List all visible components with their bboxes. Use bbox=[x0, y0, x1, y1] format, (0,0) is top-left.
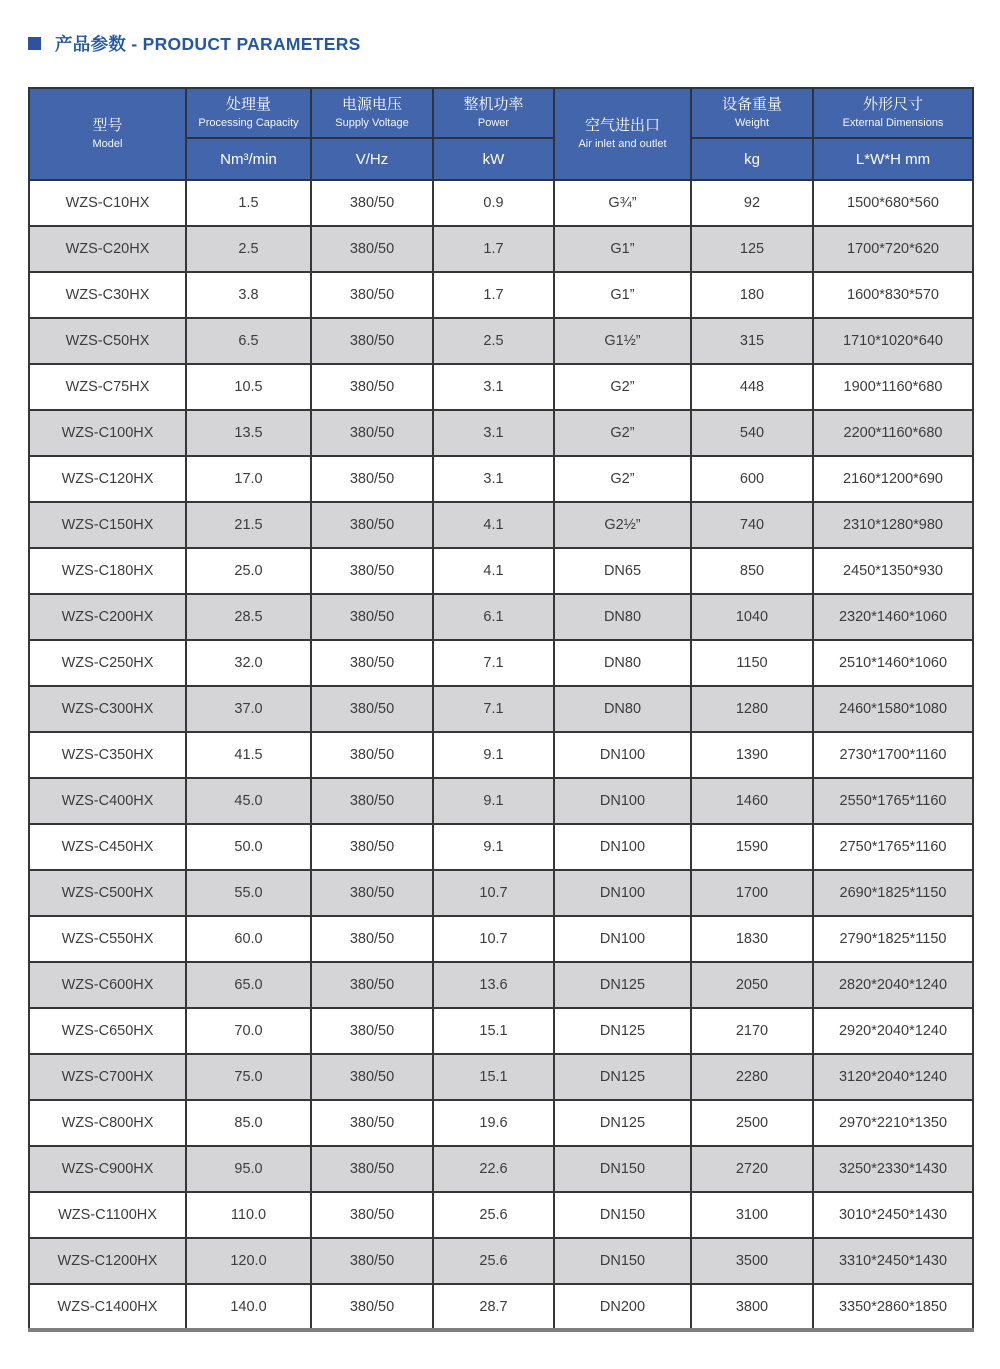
power-cell: 13.6 bbox=[433, 962, 554, 1008]
dimensions-cell: 3120*2040*1240 bbox=[813, 1054, 973, 1100]
capacity-cell: 25.0 bbox=[186, 548, 311, 594]
capacity-cell: 95.0 bbox=[186, 1146, 311, 1192]
voltage-cell: 380/50 bbox=[311, 1284, 433, 1330]
dimensions-cell: 1700*720*620 bbox=[813, 226, 973, 272]
dimensions-cell: 2460*1580*1080 bbox=[813, 686, 973, 732]
voltage-cell: 380/50 bbox=[311, 962, 433, 1008]
page-title: 产品参数 - PRODUCT PARAMETERS bbox=[55, 34, 361, 54]
weight-cell: 180 bbox=[691, 272, 813, 318]
header-voltage-en: Supply Voltage bbox=[335, 116, 409, 129]
model-cell: WZS-C250HX bbox=[29, 640, 186, 686]
voltage-cell: 380/50 bbox=[311, 272, 433, 318]
air-inlet-cell: DN100 bbox=[554, 870, 691, 916]
dimensions-cell: 3250*2330*1430 bbox=[813, 1146, 973, 1192]
air-inlet-cell: DN200 bbox=[554, 1284, 691, 1330]
dimensions-cell: 3310*2450*1430 bbox=[813, 1238, 973, 1284]
air-inlet-cell: DN100 bbox=[554, 824, 691, 870]
dimensions-cell: 2550*1765*1160 bbox=[813, 778, 973, 824]
weight-cell: 2280 bbox=[691, 1054, 813, 1100]
table-body bbox=[29, 180, 973, 1330]
model-cell: WZS-C10HX bbox=[29, 180, 186, 226]
air-inlet-cell: DN150 bbox=[554, 1192, 691, 1238]
voltage-cell: 380/50 bbox=[311, 1146, 433, 1192]
dimensions-cell: 2310*1280*980 bbox=[813, 502, 973, 548]
power-cell: 3.1 bbox=[433, 456, 554, 502]
header-model-en: Model bbox=[92, 137, 123, 150]
voltage-cell: 380/50 bbox=[311, 1100, 433, 1146]
voltage-cell: 380/50 bbox=[311, 548, 433, 594]
voltage-cell: 380/50 bbox=[311, 870, 433, 916]
power-cell: 0.9 bbox=[433, 180, 554, 226]
weight-cell: 125 bbox=[691, 226, 813, 272]
capacity-cell: 28.5 bbox=[186, 594, 311, 640]
model-cell: WZS-C650HX bbox=[29, 1008, 186, 1054]
air-inlet-cell: G2½” bbox=[554, 502, 691, 548]
model-cell: WZS-C120HX bbox=[29, 456, 186, 502]
voltage-cell: 380/50 bbox=[311, 732, 433, 778]
table-row bbox=[29, 548, 973, 594]
weight-cell: 2720 bbox=[691, 1146, 813, 1192]
power-cell: 3.1 bbox=[433, 364, 554, 410]
model-cell: WZS-C400HX bbox=[29, 778, 186, 824]
power-cell: 3.1 bbox=[433, 410, 554, 456]
power-cell: 10.7 bbox=[433, 870, 554, 916]
weight-cell: 540 bbox=[691, 410, 813, 456]
voltage-cell: 380/50 bbox=[311, 824, 433, 870]
voltage-cell: 380/50 bbox=[311, 640, 433, 686]
dimensions-cell: 1900*1160*680 bbox=[813, 364, 973, 410]
capacity-cell: 41.5 bbox=[186, 732, 311, 778]
table-row bbox=[29, 364, 973, 410]
weight-cell: 1460 bbox=[691, 778, 813, 824]
product-parameters-table bbox=[28, 87, 974, 1332]
dimensions-cell: 2690*1825*1150 bbox=[813, 870, 973, 916]
capacity-cell: 45.0 bbox=[186, 778, 311, 824]
weight-cell: 3100 bbox=[691, 1192, 813, 1238]
voltage-cell: 380/50 bbox=[311, 686, 433, 732]
table-row bbox=[29, 778, 973, 824]
header-dimensions-zh: 外形尺寸 bbox=[862, 95, 923, 113]
header-model-zh: 型号 bbox=[92, 116, 123, 134]
capacity-cell: 21.5 bbox=[186, 502, 311, 548]
power-cell: 25.6 bbox=[433, 1192, 554, 1238]
weight-cell: 1280 bbox=[691, 686, 813, 732]
power-cell: 9.1 bbox=[433, 732, 554, 778]
table-row bbox=[29, 226, 973, 272]
voltage-cell: 380/50 bbox=[311, 180, 433, 226]
table-row bbox=[29, 1192, 973, 1238]
table-row bbox=[29, 410, 973, 456]
header-voltage bbox=[311, 88, 433, 138]
dimensions-cell: 1500*680*560 bbox=[813, 180, 973, 226]
model-cell: WZS-C450HX bbox=[29, 824, 186, 870]
power-cell: 2.5 bbox=[433, 318, 554, 364]
voltage-cell: 380/50 bbox=[311, 1238, 433, 1284]
air-inlet-cell: DN100 bbox=[554, 732, 691, 778]
air-inlet-cell: DN80 bbox=[554, 686, 691, 732]
air-inlet-cell: DN80 bbox=[554, 594, 691, 640]
table-header bbox=[29, 88, 973, 180]
weight-cell: 1150 bbox=[691, 640, 813, 686]
voltage-cell: 380/50 bbox=[311, 594, 433, 640]
header-capacity-en: Processing Capacity bbox=[198, 116, 299, 129]
unit-capacity: Nm³/min bbox=[186, 138, 311, 180]
table-row bbox=[29, 1146, 973, 1192]
unit-weight: kg bbox=[691, 138, 813, 180]
model-cell: WZS-C75HX bbox=[29, 364, 186, 410]
voltage-cell: 380/50 bbox=[311, 1192, 433, 1238]
capacity-cell: 110.0 bbox=[186, 1192, 311, 1238]
model-cell: WZS-C700HX bbox=[29, 1054, 186, 1100]
capacity-cell: 120.0 bbox=[186, 1238, 311, 1284]
dimensions-cell: 2920*2040*1240 bbox=[813, 1008, 973, 1054]
title-bullet-icon bbox=[28, 37, 41, 50]
weight-cell: 315 bbox=[691, 318, 813, 364]
capacity-cell: 32.0 bbox=[186, 640, 311, 686]
weight-cell: 1700 bbox=[691, 870, 813, 916]
dimensions-cell: 2160*1200*690 bbox=[813, 456, 973, 502]
weight-cell: 1590 bbox=[691, 824, 813, 870]
header-power bbox=[433, 88, 554, 138]
table-row bbox=[29, 1054, 973, 1100]
dimensions-cell: 2820*2040*1240 bbox=[813, 962, 973, 1008]
voltage-cell: 380/50 bbox=[311, 364, 433, 410]
voltage-cell: 380/50 bbox=[311, 1008, 433, 1054]
power-cell: 4.1 bbox=[433, 548, 554, 594]
power-cell: 4.1 bbox=[433, 502, 554, 548]
capacity-cell: 140.0 bbox=[186, 1284, 311, 1330]
weight-cell: 2170 bbox=[691, 1008, 813, 1054]
header-air-inlet bbox=[554, 88, 691, 180]
air-inlet-cell: DN100 bbox=[554, 916, 691, 962]
air-inlet-cell: DN150 bbox=[554, 1238, 691, 1284]
capacity-cell: 65.0 bbox=[186, 962, 311, 1008]
header-voltage-zh: 电源电压 bbox=[341, 95, 402, 113]
model-cell: WZS-C350HX bbox=[29, 732, 186, 778]
table-row bbox=[29, 1284, 973, 1330]
model-cell: WZS-C180HX bbox=[29, 548, 186, 594]
model-cell: WZS-C1100HX bbox=[29, 1192, 186, 1238]
table-row bbox=[29, 1100, 973, 1146]
dimensions-cell: 2200*1160*680 bbox=[813, 410, 973, 456]
header-weight-en: Weight bbox=[734, 116, 770, 129]
air-inlet-cell: G2” bbox=[554, 456, 691, 502]
air-inlet-cell: DN125 bbox=[554, 962, 691, 1008]
capacity-cell: 3.8 bbox=[186, 272, 311, 318]
voltage-cell: 380/50 bbox=[311, 778, 433, 824]
air-inlet-cell: G2” bbox=[554, 410, 691, 456]
table-row bbox=[29, 1008, 973, 1054]
unit-dimensions: L*W*H mm bbox=[813, 138, 973, 180]
voltage-cell: 380/50 bbox=[311, 226, 433, 272]
capacity-cell: 6.5 bbox=[186, 318, 311, 364]
weight-cell: 1040 bbox=[691, 594, 813, 640]
dimensions-cell: 2970*2210*1350 bbox=[813, 1100, 973, 1146]
model-cell: WZS-C150HX bbox=[29, 502, 186, 548]
power-cell: 28.7 bbox=[433, 1284, 554, 1330]
header-weight-zh: 设备重量 bbox=[721, 95, 782, 113]
voltage-cell: 380/50 bbox=[311, 502, 433, 548]
model-cell: WZS-C50HX bbox=[29, 318, 186, 364]
model-cell: WZS-C20HX bbox=[29, 226, 186, 272]
header-capacity bbox=[186, 88, 311, 138]
capacity-cell: 55.0 bbox=[186, 870, 311, 916]
capacity-cell: 10.5 bbox=[186, 364, 311, 410]
model-cell: WZS-C1200HX bbox=[29, 1238, 186, 1284]
power-cell: 9.1 bbox=[433, 778, 554, 824]
model-cell: WZS-C100HX bbox=[29, 410, 186, 456]
weight-cell: 3800 bbox=[691, 1284, 813, 1330]
table-row bbox=[29, 640, 973, 686]
model-cell: WZS-C800HX bbox=[29, 1100, 186, 1146]
table-row bbox=[29, 916, 973, 962]
header-dimensions bbox=[813, 88, 973, 138]
dimensions-cell: 2730*1700*1160 bbox=[813, 732, 973, 778]
air-inlet-cell: G1½” bbox=[554, 318, 691, 364]
table-row bbox=[29, 686, 973, 732]
header-weight bbox=[691, 88, 813, 138]
model-cell: WZS-C900HX bbox=[29, 1146, 186, 1192]
capacity-cell: 70.0 bbox=[186, 1008, 311, 1054]
dimensions-cell: 3350*2860*1850 bbox=[813, 1284, 973, 1330]
model-cell: WZS-C600HX bbox=[29, 962, 186, 1008]
header-model bbox=[29, 88, 186, 180]
table-row bbox=[29, 962, 973, 1008]
model-cell: WZS-C300HX bbox=[29, 686, 186, 732]
air-inlet-cell: G2” bbox=[554, 364, 691, 410]
dimensions-cell: 2450*1350*930 bbox=[813, 548, 973, 594]
weight-cell: 3500 bbox=[691, 1238, 813, 1284]
header-air-inlet-zh: 空气进出口 bbox=[584, 116, 660, 134]
voltage-cell: 380/50 bbox=[311, 916, 433, 962]
capacity-cell: 2.5 bbox=[186, 226, 311, 272]
air-inlet-cell: DN100 bbox=[554, 778, 691, 824]
table-row bbox=[29, 502, 973, 548]
weight-cell: 1390 bbox=[691, 732, 813, 778]
weight-cell: 2050 bbox=[691, 962, 813, 1008]
power-cell: 15.1 bbox=[433, 1008, 554, 1054]
capacity-cell: 1.5 bbox=[186, 180, 311, 226]
air-inlet-cell: G1” bbox=[554, 272, 691, 318]
power-cell: 7.1 bbox=[433, 686, 554, 732]
capacity-cell: 75.0 bbox=[186, 1054, 311, 1100]
power-cell: 15.1 bbox=[433, 1054, 554, 1100]
air-inlet-cell: G¾” bbox=[554, 180, 691, 226]
air-inlet-cell: DN125 bbox=[554, 1008, 691, 1054]
dimensions-cell: 2750*1765*1160 bbox=[813, 824, 973, 870]
table-row bbox=[29, 318, 973, 364]
voltage-cell: 380/50 bbox=[311, 456, 433, 502]
weight-cell: 92 bbox=[691, 180, 813, 226]
table-row bbox=[29, 456, 973, 502]
air-inlet-cell: DN125 bbox=[554, 1054, 691, 1100]
capacity-cell: 17.0 bbox=[186, 456, 311, 502]
dimensions-cell: 2790*1825*1150 bbox=[813, 916, 973, 962]
capacity-cell: 60.0 bbox=[186, 916, 311, 962]
model-cell: WZS-C500HX bbox=[29, 870, 186, 916]
voltage-cell: 380/50 bbox=[311, 318, 433, 364]
header-dimensions-en: External Dimensions bbox=[842, 116, 944, 129]
weight-cell: 850 bbox=[691, 548, 813, 594]
power-cell: 25.6 bbox=[433, 1238, 554, 1284]
power-cell: 7.1 bbox=[433, 640, 554, 686]
section-title bbox=[28, 31, 972, 56]
model-cell: WZS-C30HX bbox=[29, 272, 186, 318]
dimensions-cell: 2320*1460*1060 bbox=[813, 594, 973, 640]
air-inlet-cell: DN65 bbox=[554, 548, 691, 594]
table-row bbox=[29, 272, 973, 318]
power-cell: 19.6 bbox=[433, 1100, 554, 1146]
table-row bbox=[29, 732, 973, 778]
header-air-inlet-en: Air inlet and outlet bbox=[578, 137, 667, 150]
air-inlet-cell: DN80 bbox=[554, 640, 691, 686]
weight-cell: 448 bbox=[691, 364, 813, 410]
weight-cell: 1830 bbox=[691, 916, 813, 962]
weight-cell: 2500 bbox=[691, 1100, 813, 1146]
power-cell: 9.1 bbox=[433, 824, 554, 870]
voltage-cell: 380/50 bbox=[311, 410, 433, 456]
air-inlet-cell: DN150 bbox=[554, 1146, 691, 1192]
power-cell: 22.6 bbox=[433, 1146, 554, 1192]
table-row bbox=[29, 824, 973, 870]
dimensions-cell: 3010*2450*1430 bbox=[813, 1192, 973, 1238]
power-cell: 10.7 bbox=[433, 916, 554, 962]
capacity-cell: 50.0 bbox=[186, 824, 311, 870]
capacity-cell: 37.0 bbox=[186, 686, 311, 732]
power-cell: 1.7 bbox=[433, 272, 554, 318]
weight-cell: 740 bbox=[691, 502, 813, 548]
unit-voltage: V/Hz bbox=[311, 138, 433, 180]
table-row bbox=[29, 1238, 973, 1284]
dimensions-cell: 1600*830*570 bbox=[813, 272, 973, 318]
power-cell: 6.1 bbox=[433, 594, 554, 640]
table-row bbox=[29, 594, 973, 640]
header-power-en: Power bbox=[477, 116, 510, 129]
table-row bbox=[29, 180, 973, 226]
dimensions-cell: 1710*1020*640 bbox=[813, 318, 973, 364]
model-cell: WZS-C1400HX bbox=[29, 1284, 186, 1330]
air-inlet-cell: DN125 bbox=[554, 1100, 691, 1146]
model-cell: WZS-C200HX bbox=[29, 594, 186, 640]
weight-cell: 600 bbox=[691, 456, 813, 502]
capacity-cell: 85.0 bbox=[186, 1100, 311, 1146]
dimensions-cell: 2510*1460*1060 bbox=[813, 640, 973, 686]
capacity-cell: 13.5 bbox=[186, 410, 311, 456]
voltage-cell: 380/50 bbox=[311, 1054, 433, 1100]
unit-power: kW bbox=[433, 138, 554, 180]
air-inlet-cell: G1” bbox=[554, 226, 691, 272]
header-power-zh: 整机功率 bbox=[463, 95, 524, 113]
header-capacity-zh: 处理量 bbox=[225, 95, 271, 113]
model-cell: WZS-C550HX bbox=[29, 916, 186, 962]
power-cell: 1.7 bbox=[433, 226, 554, 272]
table-row bbox=[29, 870, 973, 916]
